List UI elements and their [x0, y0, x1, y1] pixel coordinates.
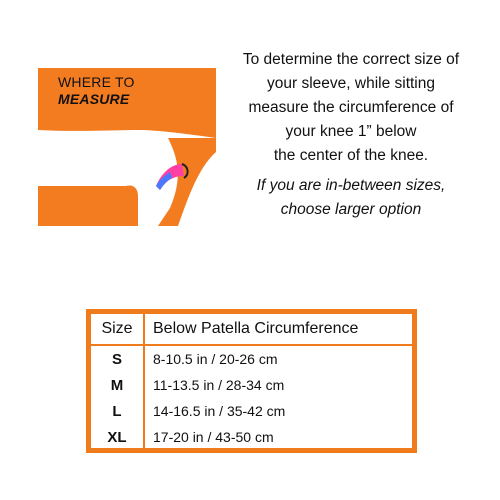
illustration-title [58, 74, 135, 108]
size-cell: S [91, 345, 144, 372]
sizing-instructions [226, 48, 476, 222]
table-row [91, 345, 412, 372]
size-cell: XL [91, 424, 144, 450]
table-row [91, 424, 412, 450]
size-column-header: Size [91, 314, 144, 345]
size-cell: M [91, 372, 144, 398]
measurement-cell: 17-20 in / 43-50 cm [153, 429, 274, 445]
circumference-column-header: Below Patella Circumference [144, 314, 412, 345]
measurement-cell: 11-13.5 in / 28-34 cm [153, 377, 285, 393]
instruction-text [226, 48, 476, 168]
measurement-cell: 8-10.5 in / 20-26 cm [153, 351, 278, 367]
measure-illustration [38, 68, 216, 226]
table-row [91, 372, 412, 398]
instruction-line: your sleeve, while sitting [267, 75, 435, 92]
in-between-note [226, 174, 476, 222]
illustration-title-line2: MEASURE [58, 91, 130, 107]
instruction-line: your knee 1” below [285, 123, 417, 140]
instruction-line: measure the circumference of [248, 99, 454, 116]
instruction-line: the center of the knee. [273, 147, 429, 164]
illustration-title-line1: WHERE TO [58, 74, 135, 90]
instruction-line: To determine the correct size of [242, 51, 460, 68]
size-chart-table [91, 314, 412, 450]
table-header-row [91, 314, 412, 345]
note-line: If you are in-between sizes, [256, 177, 446, 194]
measurement-cell: 14-16.5 in / 35-42 cm [153, 403, 286, 419]
size-chart [86, 309, 417, 453]
size-cell: L [91, 398, 144, 424]
note-line: choose larger option [280, 201, 422, 218]
table-row [91, 398, 412, 424]
